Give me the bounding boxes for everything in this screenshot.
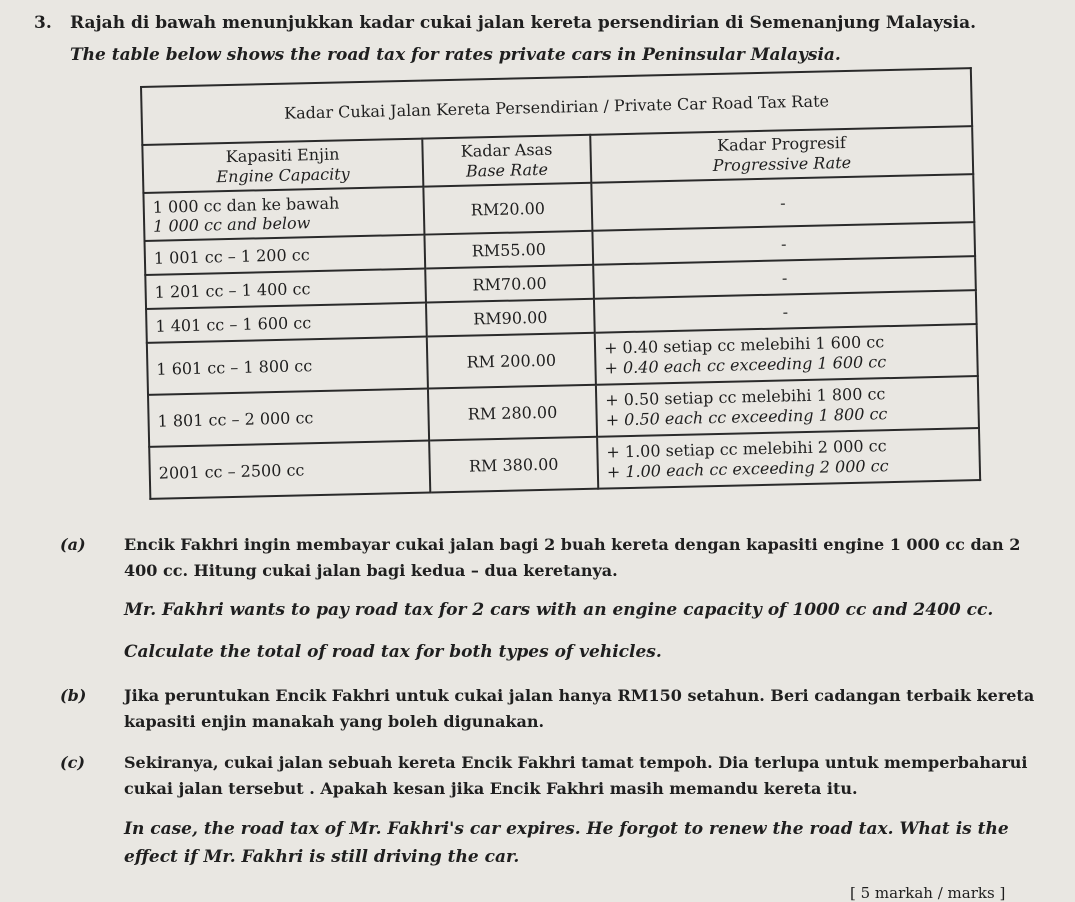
header-base-malay: Kadar Asas [460,139,553,161]
header-progressive-malay: Kadar Progresif [716,133,847,155]
question-number: 3. [34,13,52,33]
cell-progressive [595,324,978,385]
part-b-label: (b) [60,686,87,705]
cell-base-rate: RM 200.00 [427,333,596,389]
cell-capacity: 1 201 cc – 1 400 cc [145,269,426,309]
header-capacity-malay: Kapasiti Enjin [225,144,340,167]
progressive-english: + 1.00 each cc exceeding 2 000 cc [606,456,889,482]
cell-progressive: - [594,290,977,333]
part-c-english: In case, the road tax of Mr. Fakhri's car expires. He forgot to renew the road tax. What is the effect if Mr. Fakhri is still driving the car. [124,819,1009,867]
progressive-malay: + 0.50 setiap cc melebihi 1 800 cc [605,384,886,410]
part-b [60,683,1050,743]
cell-capacity: 1 601 cc – 1 800 cc [147,337,428,395]
cell-progressive [596,376,979,437]
header-base-english: Base Rate [465,159,549,181]
road-tax-table [140,67,981,500]
header-capacity-english: Engine Capacity [216,164,350,187]
cell-base-rate: RM20.00 [423,183,592,235]
cell-capacity: 1 001 cc – 1 200 cc [145,235,426,275]
cell-capacity [143,187,424,241]
progressive-malay: + 0.40 setiap cc melebihi 1 600 cc [603,332,885,358]
cell-progressive: - [593,256,976,299]
cell-progressive: - [592,222,975,265]
cell-base-rate: RM70.00 [425,265,594,303]
cell-base-rate: RM55.00 [424,231,593,269]
marks-label: [ 5 markah / marks ] [850,884,1006,902]
progressive-english: + 0.40 each cc exceeding 1 600 cc [604,352,887,378]
cell-capacity: 1 401 cc – 1 600 cc [146,303,427,343]
part-a-malay: Encik Fakhri ingin membayar cukai jalan bagi 2 buah kereta dengan kapasiti engine 1 000 cc dan 2 400 cc. Hitung cukai jalan bagi kedua – dua keretanya. [124,535,1021,580]
header-base [422,135,591,187]
header-progressive-english: Progressive Rate [712,152,852,176]
progressive-english: + 0.50 each cc exceeding 1 800 cc [605,404,888,430]
question-intro-english: The table below shows the road tax for rates private cars in Peninsular Malaysia. [70,45,841,65]
cell-base-rate: RM 280.00 [428,385,597,441]
cell-progressive [597,428,980,489]
cell-progressive: - [591,174,974,231]
cell-base-rate: RM90.00 [426,299,595,337]
part-a [60,532,1050,592]
part-a-english-2: Calculate the total of road tax for both types of vehicles. [124,642,662,662]
part-a-label: (a) [60,535,86,554]
question-heading [34,12,1064,34]
header-progressive [590,126,973,183]
cell-capacity: 1 801 cc – 2 000 cc [148,389,429,447]
header-capacity [142,139,423,193]
capacity-english: 1 000 cc and below [152,213,311,236]
cell-base-rate: RM 380.00 [429,437,598,493]
part-c-malay: Sekiranya, cukai jalan sebuah kereta Encik Fakhri tamat tempoh. Dia terlupa untuk memperbaharui cukai jalan tersebut . Apakah kesan jika Encik Fakhri masih memandu kereta itu. [124,753,1028,798]
part-c-label: (c) [60,753,85,772]
part-b-malay: Jika peruntukan Encik Fakhri untuk cukai jalan hanya RM150 setahun. Beri cadangan terbaik kereta kapasiti enjin manakah yang boleh digunakan. [124,686,1035,731]
table-title: Kadar Cukai Jalan Kereta Persendirian / Private Car Road Tax Rate [141,68,972,145]
capacity-malay: 1 000 cc dan ke bawah [152,193,340,217]
part-a-english-1: Mr. Fakhri wants to pay road tax for 2 cars with an engine capacity of 1000 cc and 2400 cc. [124,600,994,620]
cell-capacity: 2001 cc – 2500 cc [149,441,430,499]
progressive-malay: + 1.00 setiap cc melebihi 2 000 cc [606,436,887,462]
part-c [60,750,1050,810]
question-intro-malay: Rajah di bawah menunjukkan kadar cukai jalan kereta persendirian di Semenanjung Malaysia. [70,13,977,33]
